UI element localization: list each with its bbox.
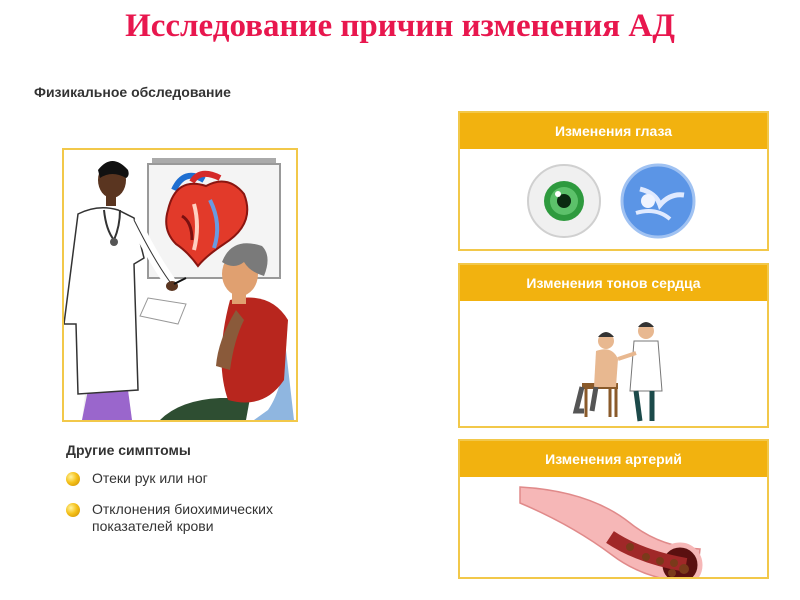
artery-icon <box>520 487 700 577</box>
physical-exam-heading: Физикальное обследование <box>34 84 231 100</box>
panel-eye-changes <box>458 111 769 251</box>
bullet-icon <box>66 472 80 486</box>
panel-heart-sounds-header: Изменения тонов сердца <box>460 265 767 301</box>
slide-title: Исследование причин изменения АД <box>125 8 675 44</box>
list-item <box>66 470 316 487</box>
eye-icon <box>528 165 600 237</box>
patient-seated-icon <box>576 332 618 417</box>
doctor-stethoscope-icon <box>618 322 662 421</box>
bullet-icon <box>66 503 80 517</box>
retina-icon <box>622 165 694 237</box>
other-symptoms-list <box>66 470 316 549</box>
symptom-text: Отеки рук или ног <box>92 470 208 486</box>
physical-exam-illustration <box>62 148 298 422</box>
list-item <box>66 501 296 535</box>
other-symptoms-heading: Другие симптомы <box>66 442 191 458</box>
panel-eye-changes-header: Изменения глаза <box>460 113 767 149</box>
symptom-text: Отклонения биохимических показателей крови <box>92 501 273 534</box>
panel-artery-changes <box>458 439 769 579</box>
panel-artery-changes-header: Изменения артерий <box>460 441 767 477</box>
panel-heart-sounds <box>458 263 769 428</box>
